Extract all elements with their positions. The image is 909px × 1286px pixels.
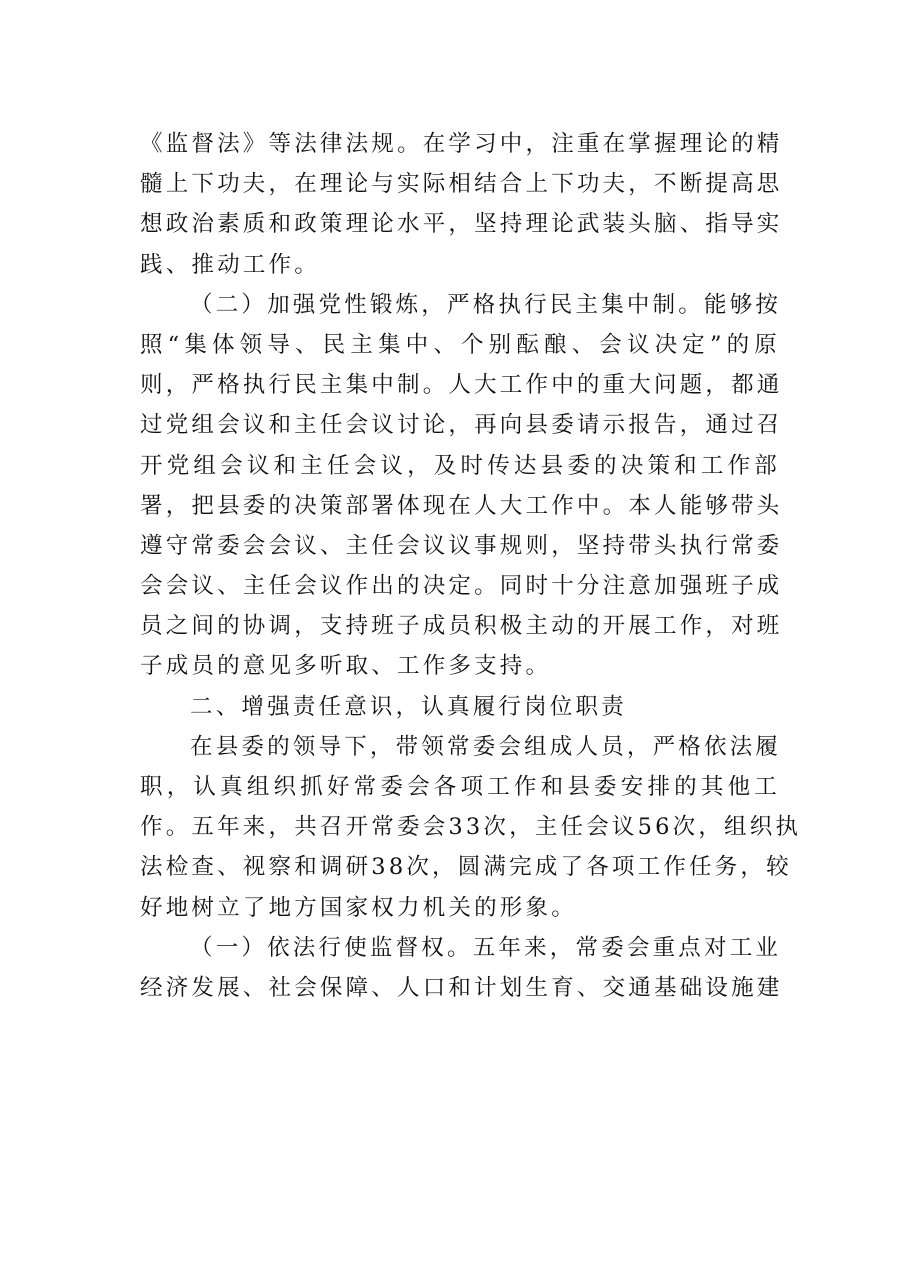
document-body (140, 124, 802, 1008)
text-line: （一）依法行使监督权。五年来，常委会重点对工业 (190, 934, 782, 961)
text-line: 署，把县委的决策部署体现在人大工作中。本人能够带头 (140, 492, 783, 519)
text-line: 过党组会议和主任会议讨论，再向县委请示报告，通过召 (140, 412, 783, 439)
text-line: 照“集体领导、民主集中、个别酝酿、会议决定”的原 (140, 331, 780, 358)
text-line: 子成员的意见多听取、工作多支持。 (140, 653, 552, 680)
text-line: 《监督法》等法律法规。在学习中，注重在掌握理论的精 (140, 131, 783, 157)
text-line: 经济发展、社会保障、人口和计划生育、交通基础设施建 (140, 974, 783, 1001)
text-line: 员之间的协调，支持班子成员积极主动的开展工作，对班 (140, 613, 783, 640)
text-line: 职，认真组织抓好常委会各项工作和县委安排的其他工 (140, 774, 780, 800)
text-line: 会会议、主任会议作出的决定。同时十分注意加强班子成 (140, 573, 783, 600)
text-line: 遵守常委会会议、主任会议议事规则，坚持带头执行常委 (140, 532, 783, 559)
text-line: 开党组会议和主任会议，及时传达县委的决策和工作部 (140, 452, 780, 479)
text-line: 髓上下功夫，在理论与实际相结合上下功夫，不断提高思 (140, 171, 783, 198)
text-line: 法检查、视察和调研38次，圆满完成了各项工作任务，较 (140, 854, 792, 881)
text-line: 作。五年来，共召开常委会33次，主任会议56次，组织执 (140, 814, 802, 841)
text-line: （二）加强党性锻炼，严格执行民主集中制。能够按 (190, 291, 782, 318)
text-line: 在县委的领导下，带领常委会组成人员，严格依法履 (190, 733, 782, 760)
text-line: 想政治素质和政策理论水平，坚持理论武装头脑、指导实 (140, 211, 783, 238)
text-line: 好地树立了地方国家权力机关的形象。 (140, 894, 577, 921)
text-line: 践、推动工作。 (140, 251, 320, 278)
text-line: 二、增强责任意识，认真履行岗位职责 (190, 693, 627, 720)
text-line: 则，严格执行民主集中制。人大工作中的重大问题，都通 (140, 372, 783, 399)
